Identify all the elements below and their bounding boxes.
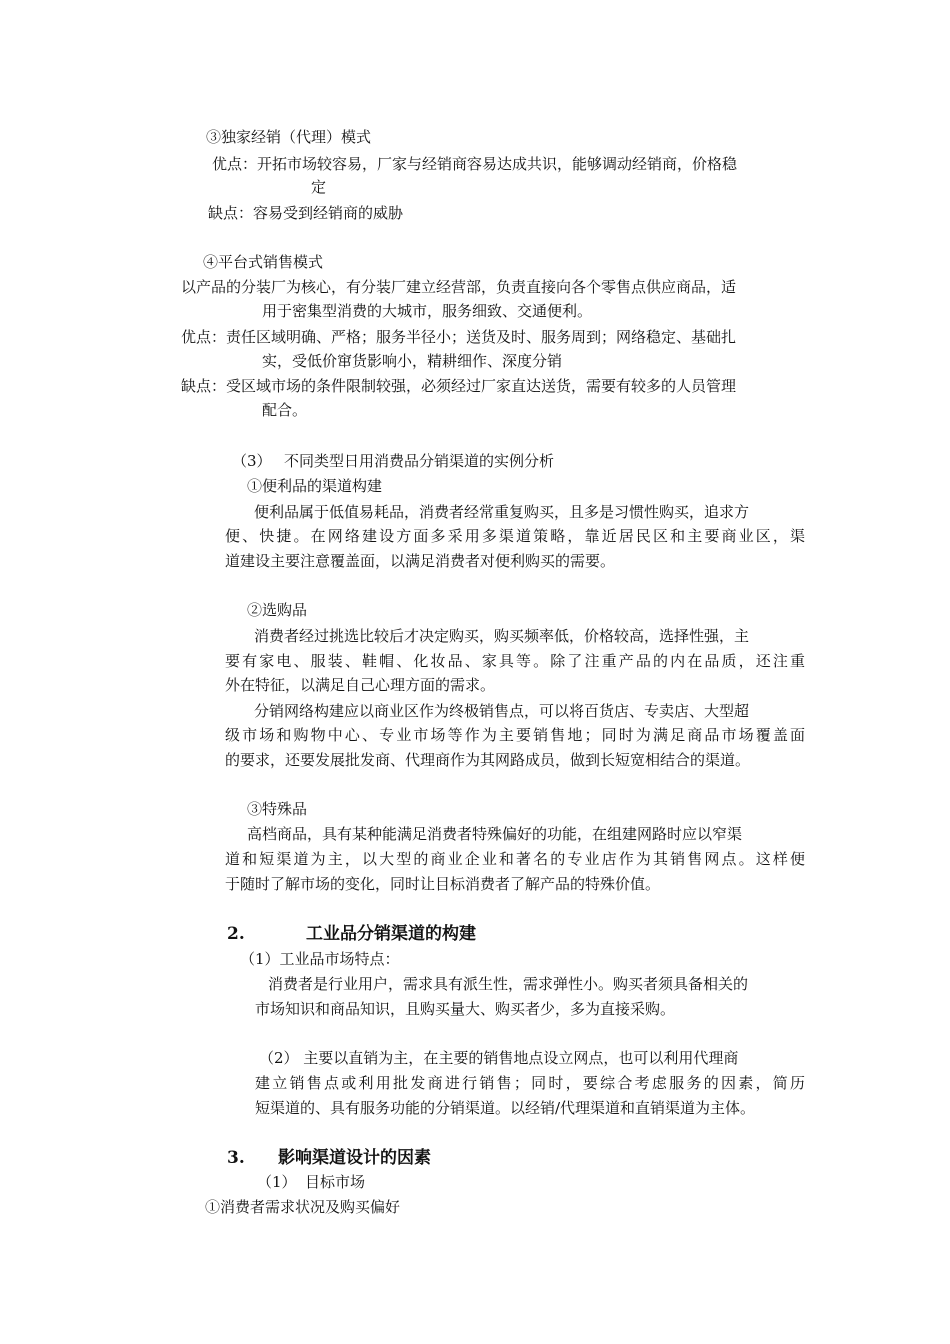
shopping-p2-line2: 级市场和购物中心、专业市场等作为主要销售地；同时为满足商品市场覆盖面	[225, 726, 805, 744]
convenience-title: ①便利品的渠道构建	[247, 477, 383, 495]
industrial-sub1: （1）工业品市场特点：	[240, 950, 400, 968]
factors-sub1-number: （1）	[257, 1173, 297, 1191]
heading3-title: 影响渠道设计的因素	[278, 1148, 431, 1168]
heading2-number: 2.	[227, 924, 245, 944]
shopping-p1-line1: 消费者经过挑选比较后才决定购买，购买频率低，价格较高，选择性强，主	[254, 627, 750, 645]
exclusive-cons: 缺点：容易受到经销商的威胁	[208, 204, 404, 222]
factors-item1: ①消费者需求状况及购买偏好	[205, 1198, 401, 1216]
heading2-title: 工业品分销渠道的构建	[306, 924, 476, 944]
factors-sub1-title: 目标市场	[305, 1173, 366, 1191]
special-line3: 于随时了解市场的变化，同时让目标消费者了解产品的特殊价值。	[225, 875, 661, 893]
platform-desc-line2: 用于密集型消费的大城市，服务细致、交通便利。	[262, 302, 593, 320]
platform-title: ④平台式销售模式	[203, 253, 324, 271]
platform-pros-line1: 优点：责任区域明确、严格；服务半径小；送货及时、服务周到；网络稳定、基础扎	[181, 328, 737, 346]
industrial-sub1-line1: 消费者是行业用户，需求具有派生性，需求弹性小。购买者须具备相关的	[268, 975, 749, 993]
heading3-number: 3.	[227, 1148, 245, 1168]
special-line2: 道和短渠道为主，以大型的商业企业和著名的专业店作为其销售网点。这样便	[225, 850, 805, 868]
platform-cons-line2: 配合。	[262, 401, 308, 419]
section3-title: 不同类型日用消费品分销渠道的实例分析	[284, 452, 555, 470]
special-title: ③特殊品	[247, 800, 308, 818]
convenience-line1: 便利品属于低值易耗品，消费者经常重复购买，且多是习惯性购买，追求方	[254, 503, 750, 521]
industrial-sub2-line3: 短渠道的、具有服务功能的分销渠道。以经销/代理渠道和直销渠道为主体。	[255, 1099, 756, 1117]
platform-desc-line1: 以产品的分装厂为核心，有分装厂建立经营部，负责直接向各个零售点供应商品，适	[181, 278, 737, 296]
shopping-p1-line3: 外在特征，以满足自己心理方面的需求。	[225, 676, 496, 694]
shopping-p1-line2: 要有家电、服装、鞋帽、化妆品、家具等。除了注重产品的内在品质，还注重	[225, 652, 805, 670]
industrial-sub1-line2: 市场知识和商品知识，且购买量大、购买者少，多为直接采购。	[255, 1000, 676, 1018]
section3-number: （3）	[232, 452, 272, 470]
convenience-line2: 便、快捷。在网络建设方面多采用多渠道策略，靠近居民区和主要商业区，渠	[225, 527, 805, 545]
exclusive-title: ③独家经销（代理）模式	[206, 128, 372, 146]
platform-pros-line2: 实，受低价窜货影响小，精耕细作、深度分销	[262, 352, 563, 370]
exclusive-pros-line1: 优点：开拓市场较容易，厂家与经销商容易达成共识，能够调动经销商，价格稳	[212, 155, 738, 173]
convenience-line3: 道建设主要注意覆盖面，以满足消费者对便利购买的需要。	[225, 552, 616, 570]
special-line1: 高档商品，具有某种能满足消费者特殊偏好的功能，在组建网路时应以窄渠	[247, 825, 743, 843]
shopping-p2-line3: 的要求，还要发展批发商、代理商作为其网路成员，做到长短宽相结合的渠道。	[225, 751, 751, 769]
shopping-p2-line1: 分销网络构建应以商业区作为终极销售点，可以将百货店、专卖店、大型超	[254, 702, 750, 720]
platform-cons-line1: 缺点：受区域市场的条件限制较强，必须经过厂家直达送货，需要有较多的人员管理	[181, 377, 737, 395]
industrial-sub2-line2: 建立销售点或利用批发商进行销售；同时，要综合考虑服务的因素，简历	[255, 1074, 805, 1092]
shopping-title: ②选购品	[247, 601, 308, 619]
exclusive-pros-line2: 定	[311, 178, 327, 196]
industrial-sub2-line1: （2） 主要以直销为主，在主要的销售地点设立网点，也可以利用代理商	[259, 1049, 739, 1067]
